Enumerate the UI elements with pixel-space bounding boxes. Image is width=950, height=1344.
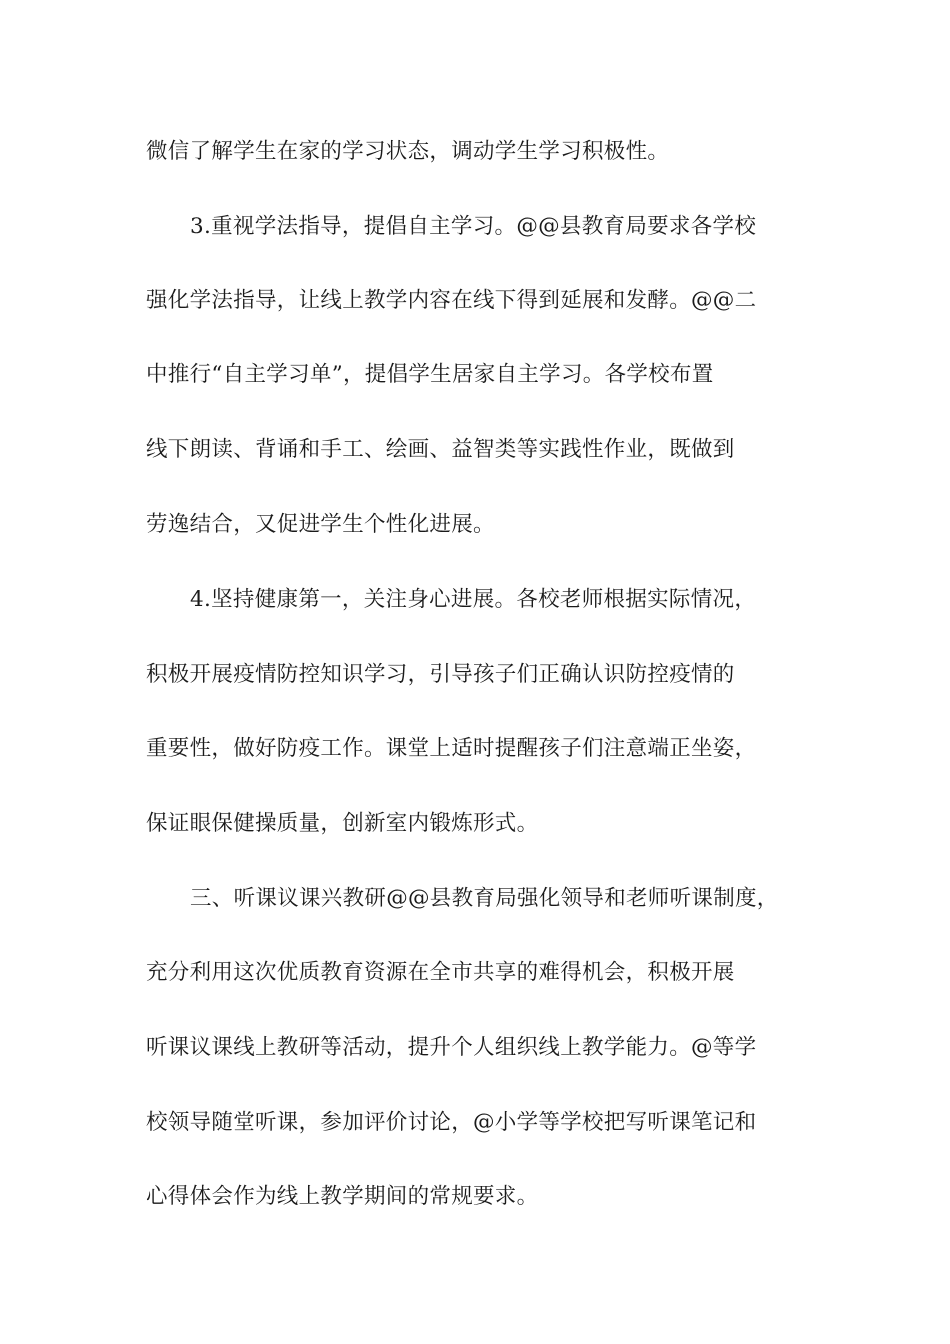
- text-line: 4.坚持健康第一，关注身心进展。各校老师根据实际情况，: [190, 587, 757, 612]
- text-line: 保证眼保健操质量，创新室内锻炼形式。: [146, 811, 539, 836]
- text-line: 心得体会作为线上教学期间的常规要求。: [146, 1184, 539, 1209]
- text-line: 微信了解学生在家的学习状态，调动学生学习积极性。: [146, 139, 670, 164]
- text-line: 线下朗读、背诵和手工、绘画、益智类等实践性作业，既做到: [146, 437, 735, 462]
- text-line: 3.重视学法指导，提倡自主学习。@@县教育局要求各学校: [190, 214, 757, 239]
- text-line: 重要性，做好防疫工作。课堂上适时提醒孩子们注意端正坐姿，: [146, 736, 757, 761]
- text-line: 劳逸结合，又促进学生个性化进展。: [146, 512, 495, 537]
- text-line: 中推行“自主学习单”，提倡学生居家自主学习。各学校布置: [146, 362, 714, 387]
- text-line: 积极开展疫情防控知识学习，引导孩子们正确认识防控疫情的: [146, 662, 735, 687]
- text-line: 三、听课议课兴教研@@县教育局强化领导和老师听课制度，: [190, 886, 779, 911]
- text-line: 校领导随堂听课，参加评价讨论，@小学等学校把写听课笔记和: [146, 1110, 757, 1135]
- text-line: 听课议课线上教研等活动，提升个人组织线上教学能力。@等学: [146, 1035, 757, 1060]
- text-line: 充分利用这次优质教育资源在全市共享的难得机会，积极开展: [146, 960, 735, 985]
- text-line: 强化学法指导，让线上教学内容在线下得到延展和发酵。@@二: [146, 288, 757, 313]
